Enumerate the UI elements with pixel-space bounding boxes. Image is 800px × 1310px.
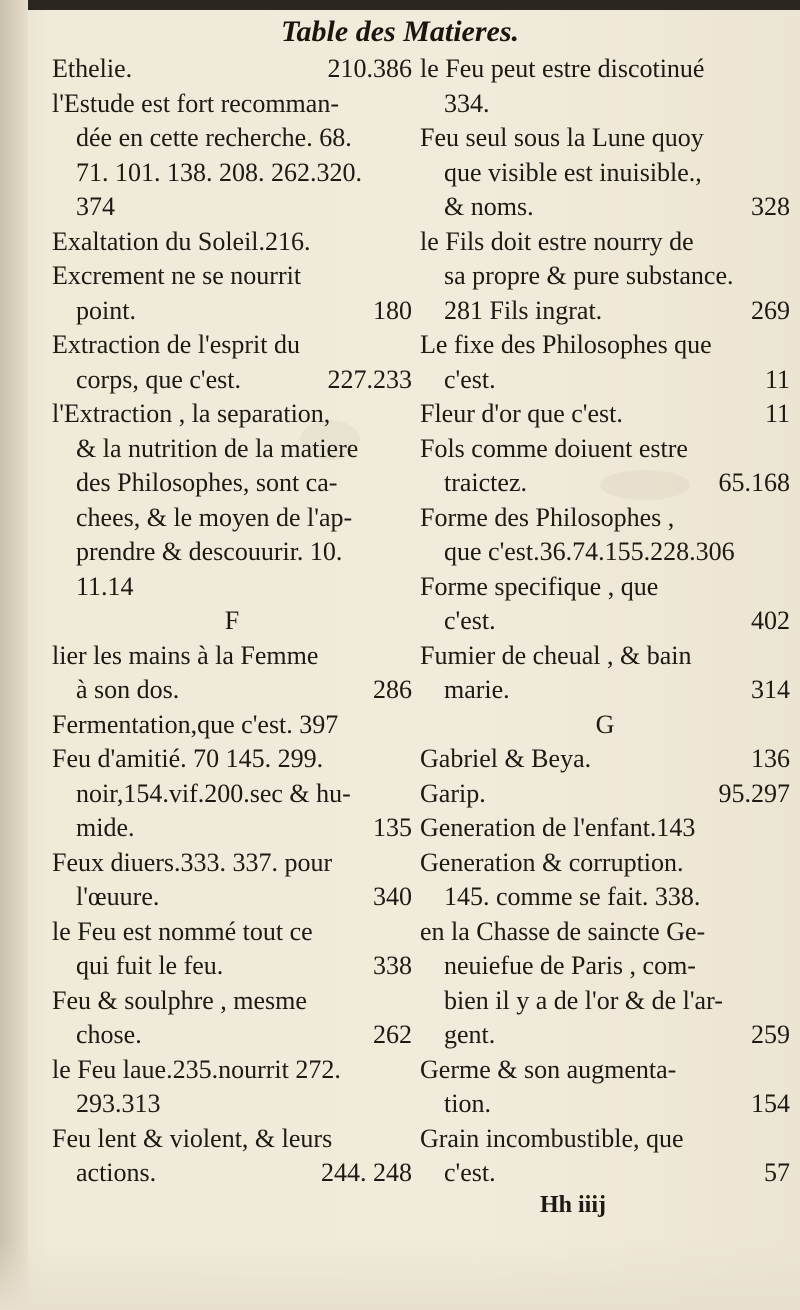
entry-text: c'est.	[444, 606, 496, 635]
entry-text: Gabriel & Beya.	[420, 744, 592, 773]
entry-text: 293.313	[76, 1089, 161, 1118]
page-number: 95.297	[718, 778, 790, 808]
entry-text: Feu & soulphre , mesme	[52, 985, 307, 1015]
index-entry-line	[52, 708, 412, 743]
entry-text: & noms.	[444, 192, 534, 221]
index-entry-line	[420, 1122, 790, 1157]
page-number: 262	[373, 1020, 412, 1049]
entry-text: corps, que c'est.	[76, 364, 241, 394]
index-entry-line	[52, 984, 412, 1019]
index-entry-line	[420, 466, 790, 501]
index-entry-line	[52, 811, 412, 846]
entry-text: c'est.	[444, 1158, 496, 1187]
page-number: 154	[751, 1089, 790, 1118]
running-header: Table des Matieres.	[280, 15, 520, 48]
entry-text: Feu d'amitié. 70 145. 299.	[52, 744, 324, 773]
page-number: 11	[764, 399, 790, 428]
page-number: 402	[751, 606, 790, 635]
entry-text: l'œuure.	[76, 882, 160, 911]
entry-text: Forme specifique , que	[420, 571, 659, 601]
entry-text: c'est.	[444, 364, 496, 394]
index-entry-line	[52, 846, 412, 881]
entry-text: l'Extraction , la separation,	[52, 399, 331, 428]
entry-text: gent.	[444, 1020, 496, 1049]
entry-text: traictez.	[444, 468, 527, 497]
index-entry-line	[52, 432, 412, 467]
index-entry-line	[52, 570, 412, 605]
entry-text: lier les mains à la Femme	[52, 640, 319, 670]
section-letter	[420, 708, 790, 743]
index-entry-line	[52, 673, 412, 708]
index-entry-line	[52, 535, 412, 570]
index-entry-line	[420, 846, 790, 881]
entry-text: Generation & corruption.	[420, 847, 684, 877]
page-top-edge	[28, 0, 800, 10]
index-entry-line	[52, 190, 412, 225]
entry-text: Exaltation du Soleil.216.	[52, 226, 311, 256]
entry-text: Generation de l'enfant.143	[420, 813, 696, 842]
entry-text: actions.	[76, 1158, 157, 1187]
page-number: 328	[751, 192, 790, 221]
entry-text: le Feu est nommé tout ce	[52, 916, 313, 946]
entry-text: des Philosophes, sont ca-	[76, 468, 338, 497]
entry-text: Fermentation,que c'est. 397	[52, 709, 339, 739]
section-letter	[52, 604, 412, 639]
entry-text: Ethelie.	[52, 54, 133, 83]
index-column-left	[52, 52, 412, 1212]
index-entry-line	[52, 259, 412, 294]
entry-text: 374	[76, 192, 115, 221]
index-entry-line	[52, 121, 412, 156]
index-entry-line	[420, 225, 790, 260]
index-entry-line	[420, 156, 790, 191]
entry-text: 281 Fils ingrat.	[444, 295, 603, 325]
index-entry-line	[420, 915, 790, 950]
index-entry-line	[52, 87, 412, 122]
index-entry-line	[52, 949, 412, 984]
entry-text: Feux diuers.333. 337. pour	[52, 847, 333, 877]
entry-text: que c'est.36.74.155.228.306	[444, 537, 735, 566]
entry-text: chose.	[76, 1020, 142, 1049]
page-number: 11	[764, 364, 790, 394]
entry-text: Fols comme doiuent estre	[420, 433, 688, 463]
entry-text: mide.	[76, 813, 135, 842]
page-number: 244. 248	[321, 1158, 412, 1187]
index-column-right	[420, 52, 790, 1212]
index-entry-line	[52, 915, 412, 950]
index-entry-line	[420, 501, 790, 536]
entry-text: sa propre & pure substance.	[444, 261, 734, 290]
index-entry-line	[420, 1053, 790, 1088]
index-entry-line	[420, 639, 790, 674]
index-entry-line	[420, 777, 790, 812]
index-entry-line	[52, 397, 412, 432]
index-entry-line	[420, 742, 790, 777]
entry-text: 11.14	[76, 571, 134, 601]
index-entry-line	[52, 742, 412, 777]
entry-text: neuiefue de Paris , com-	[444, 951, 696, 980]
index-entry-line	[52, 1053, 412, 1088]
entry-text: le Feu laue.235.nourrit 272.	[52, 1054, 341, 1084]
index-entry-line	[52, 1122, 412, 1157]
index-entry-line	[420, 432, 790, 467]
entry-text: chees, & le moyen de l'ap-	[76, 502, 353, 532]
index-entry-line	[52, 156, 412, 191]
entry-text: le Fils doit estre nourry de	[420, 226, 694, 256]
index-entry-line	[52, 1087, 412, 1122]
entry-text: que visible est inuisible.,	[444, 157, 702, 187]
entry-text: F	[224, 606, 240, 635]
entry-text: le Feu peut estre discotinué	[420, 54, 705, 83]
index-entry-line	[52, 363, 412, 398]
index-entry-line	[420, 121, 790, 156]
page-number: 286	[373, 675, 412, 704]
entry-text: à son dos.	[76, 675, 180, 704]
entry-text: Garip.	[420, 778, 486, 808]
page-number: 340	[373, 882, 412, 911]
entry-text: Extraction de l'esprit du	[52, 330, 301, 359]
index-entry-line	[420, 984, 790, 1019]
entry-text: qui fuit le feu.	[76, 951, 224, 980]
index-entry-line	[420, 1087, 790, 1122]
page-number: 65.168	[718, 468, 790, 497]
index-entry-line	[52, 225, 412, 260]
entry-text: Forme des Philosophes ,	[420, 502, 675, 532]
page-number: 135	[373, 813, 412, 842]
page-number: 314	[751, 675, 790, 704]
index-entry-line	[420, 1156, 790, 1191]
index-entry-line	[420, 673, 790, 708]
index-entry-line	[420, 397, 790, 432]
index-entry-line	[420, 570, 790, 605]
page-number: 136	[751, 744, 790, 773]
page-number: 180	[373, 295, 412, 325]
index-entry-line	[420, 604, 790, 639]
page-number: 338	[373, 951, 412, 980]
entry-text: en la Chasse de saincte Ge-	[420, 916, 706, 946]
entry-text: Le fixe des Philosophes que	[420, 330, 712, 359]
index-entry-line	[420, 535, 790, 570]
index-entry-line	[52, 328, 412, 363]
entry-text: Fleur d'or que c'est.	[420, 399, 623, 428]
entry-text: marie.	[444, 675, 510, 704]
index-entry-line	[420, 259, 790, 294]
index-entry-line	[52, 501, 412, 536]
entry-text: Grain incombustible, que	[420, 1123, 684, 1153]
entry-text: Fumier de cheual , & bain	[420, 640, 692, 670]
index-entry-line	[420, 87, 790, 122]
index-entry-line	[52, 1018, 412, 1053]
entry-text: & la nutrition de la matiere	[76, 433, 359, 463]
index-entry-line	[52, 777, 412, 812]
entry-text: G	[595, 709, 615, 739]
index-entry-line	[52, 294, 412, 329]
page-number: 57	[764, 1158, 790, 1187]
entry-text: noir,154.vif.200.sec & hu-	[76, 778, 351, 808]
index-entry-line	[420, 880, 790, 915]
entry-text: l'Estude est fort recomman-	[52, 88, 339, 118]
page-gutter-shadow	[0, 0, 28, 1310]
entry-text: prendre & descouurir. 10.	[76, 537, 343, 566]
index-entry-line	[420, 811, 790, 846]
index-entry-line	[420, 52, 790, 87]
index-entry-line	[52, 639, 412, 674]
index-entry-line	[420, 1018, 790, 1053]
entry-text: 145. comme se fait. 338.	[444, 882, 701, 911]
index-entry-line	[420, 190, 790, 225]
index-entry-line	[420, 294, 790, 329]
entry-text: tion.	[444, 1089, 491, 1118]
entry-text: dée en cette recherche. 68.	[76, 123, 352, 152]
page-number: 227.233	[327, 364, 412, 394]
entry-text: Germe & son augmenta-	[420, 1054, 677, 1084]
index-entry-line	[52, 466, 412, 501]
index-entry-line	[420, 363, 790, 398]
page-number: 269	[751, 295, 790, 325]
index-entry-line	[52, 880, 412, 915]
page-bottom-fade	[0, 1240, 800, 1310]
page-number: 210.386	[327, 54, 412, 83]
entry-text: 71. 101. 138. 208. 262.320.	[76, 157, 362, 187]
signature-mark: Hh iiij	[540, 1192, 607, 1218]
entry-text: bien il y a de l'or & de l'ar-	[444, 985, 723, 1015]
index-entry-line	[420, 328, 790, 363]
page-number: 259	[751, 1020, 790, 1049]
index-entry-line	[52, 52, 412, 87]
entry-text: 334.	[444, 88, 490, 118]
entry-text: point.	[76, 295, 136, 325]
entry-text: Feu seul sous la Lune quoy	[420, 123, 704, 152]
index-entry-line	[420, 949, 790, 984]
entry-text: Excrement ne se nourrit	[52, 261, 302, 290]
index-entry-line	[52, 1156, 412, 1191]
entry-text: Feu lent & violent, & leurs	[52, 1123, 333, 1153]
